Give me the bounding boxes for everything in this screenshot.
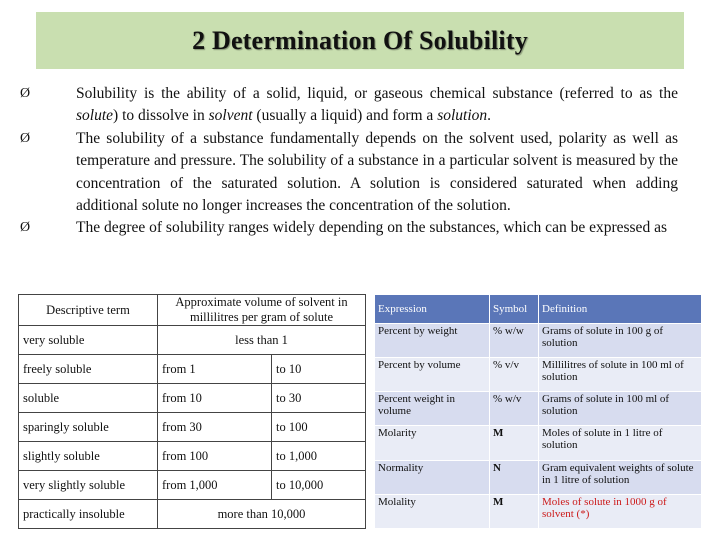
table-row: [19, 442, 366, 471]
table-row: [375, 426, 702, 460]
table-row: [375, 494, 702, 528]
expression-cell: Molarity: [375, 426, 490, 460]
to-cell: to 10: [272, 355, 366, 384]
descriptive-terms-table: [18, 294, 366, 529]
expression-cell: Percent by volume: [375, 358, 490, 392]
definition-cell: Moles of solute in 1 litre of solution: [539, 426, 702, 460]
bullet-text: The solubility of a substance fundamentally depends on the solvent used, polarity as well as temperature and pressure. The solubility of a substance in a particular solvent is measured by the concentration of the saturated solution. A solution is considered saturated when adding additional solute no longer increases the concentration of the solution.: [76, 129, 678, 215]
arrow-bullet-icon: Ø: [20, 130, 31, 146]
bullet-text: Solubility is the ability of a solid, liquid, or gaseous chemical substance (referred to as the solute) to dissolve in solvent (usually a liquid) and form a solution.: [76, 85, 678, 125]
definition-cell: Moles of solute in 1000 g of solvent (*): [539, 494, 702, 528]
table-header-row: [19, 295, 366, 326]
term-cell: freely soluble: [19, 355, 158, 384]
definition-cell: Grams of solute in 100 g of solution: [539, 324, 702, 358]
table-row: [375, 460, 702, 494]
to-cell: to 10,000: [272, 471, 366, 500]
table-row: [375, 358, 702, 392]
table-row: [375, 324, 702, 358]
table-row: [375, 392, 702, 426]
from-cell: from 10: [158, 384, 272, 413]
volume-cell: more than 10,000: [158, 500, 366, 529]
symbol-cell: M: [490, 494, 539, 528]
title-banner: [36, 12, 684, 69]
bullet-item: [20, 128, 678, 218]
table-row: [19, 413, 366, 442]
expression-cell: Molality: [375, 494, 490, 528]
header-definition: Definition: [539, 295, 702, 324]
table-row: [19, 500, 366, 529]
expression-cell: Normality: [375, 460, 490, 494]
table-row: [19, 471, 366, 500]
header-expression: Expression: [375, 295, 490, 324]
arrow-bullet-icon: Ø: [20, 220, 31, 236]
term-cell: soluble: [19, 384, 158, 413]
from-cell: from 100: [158, 442, 272, 471]
term-cell: very soluble: [19, 326, 158, 355]
definition-cell: Gram equivalent weights of solute in 1 litre of solution: [539, 460, 702, 494]
arrow-bullet-icon: Ø: [20, 86, 31, 101]
definition-cell: Millilitres of solute in 100 ml of solution: [539, 358, 702, 392]
table-row: [19, 355, 366, 384]
volume-cell: less than 1: [158, 326, 366, 355]
to-cell: to 100: [272, 413, 366, 442]
expression-cell: Percent weight in volume: [375, 392, 490, 426]
bullet-item: [20, 83, 678, 128]
symbol-cell: N: [490, 460, 539, 494]
term-cell: sparingly soluble: [19, 413, 158, 442]
header-descriptive-term: Descriptive term: [19, 295, 158, 326]
bullet-text: The degree of solubility ranges widely depending on the substances, which can be expressed as: [76, 219, 667, 237]
symbol-cell: % w/w: [490, 324, 539, 358]
symbol-cell: M: [490, 426, 539, 460]
header-approx-volume: Approximate volume of solvent in millilitres per gram of solute: [158, 295, 366, 326]
from-cell: from 1: [158, 355, 272, 384]
slide-title: 2 Determination Of Solubility: [192, 25, 528, 55]
definition-cell: Grams of solute in 100 ml of solution: [539, 392, 702, 426]
to-cell: to 30: [272, 384, 366, 413]
table-row: [19, 326, 366, 355]
header-symbol: Symbol: [490, 295, 539, 324]
concentration-expressions-table: [374, 294, 702, 529]
term-cell: slightly soluble: [19, 442, 158, 471]
table-header-row: [375, 295, 702, 324]
bullet-list: [20, 83, 678, 240]
symbol-cell: % v/v: [490, 358, 539, 392]
expression-cell: Percent by weight: [375, 324, 490, 358]
term-cell: very slightly soluble: [19, 471, 158, 500]
from-cell: from 1,000: [158, 471, 272, 500]
table-row: [19, 384, 366, 413]
bullet-item: [20, 217, 678, 239]
term-cell: practically insoluble: [19, 500, 158, 529]
from-cell: from 30: [158, 413, 272, 442]
to-cell: to 1,000: [272, 442, 366, 471]
symbol-cell: % w/v: [490, 392, 539, 426]
